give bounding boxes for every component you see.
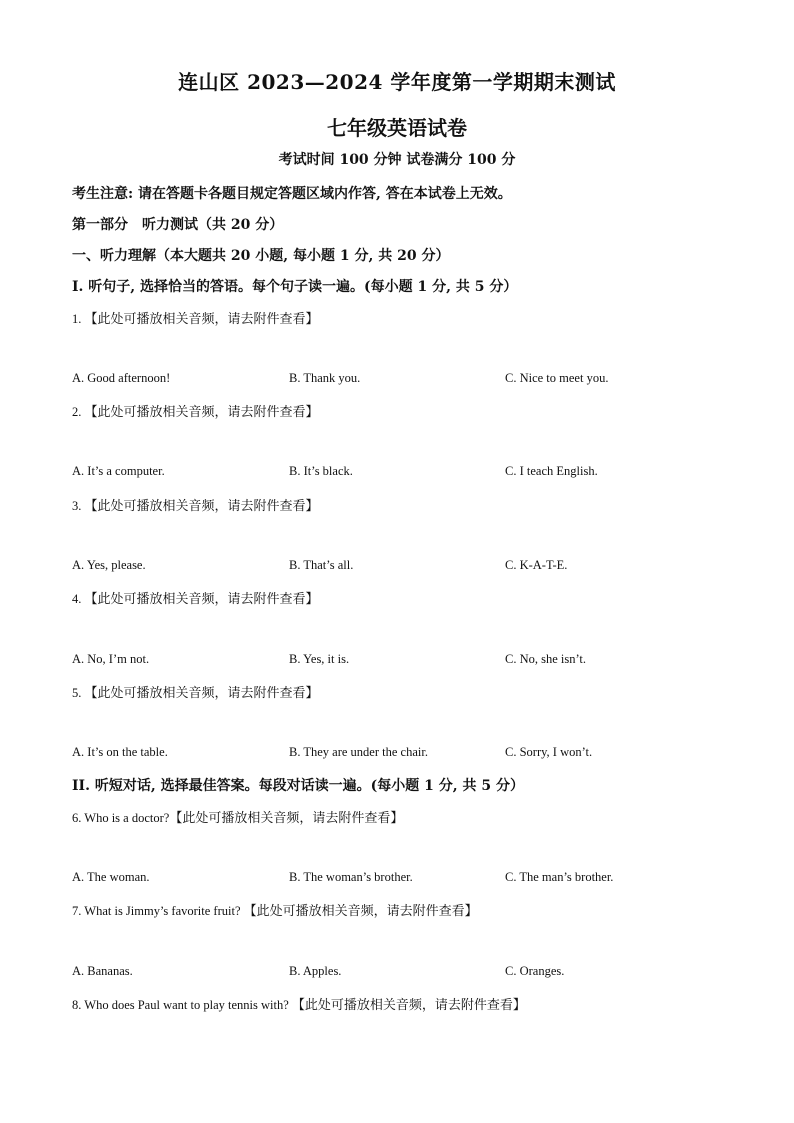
option-a: A. Yes, please. xyxy=(72,558,146,572)
section-ii-heading: II. 听短对话, 选择最佳答案。每段对话读一遍。(每小题 1 分, 共 5 分） xyxy=(72,778,524,794)
question-stem: 8. Who does Paul want to play tennis with? xyxy=(72,998,292,1012)
option-b: B. Apples. xyxy=(289,964,342,978)
audio-placeholder[interactable]: 【此处可播放相关音频，请去附件查看】 xyxy=(169,811,404,826)
option-c: C. The man’s brother. xyxy=(505,870,614,884)
exam-title: 连山区 2023—2024 学年度第一学期期末测试 xyxy=(178,70,616,94)
option-c: C. No, she isn’t. xyxy=(505,652,587,666)
question-2 xyxy=(72,401,319,420)
option-b: B. That’s all. xyxy=(289,558,354,572)
audio-placeholder[interactable]: 【此处可播放相关音频，请去附件查看】 xyxy=(291,998,526,1013)
option-c: C. Nice to meet you. xyxy=(505,371,609,385)
audio-placeholder[interactable]: 【此处可播放相关音频，请去附件查看】 xyxy=(243,904,478,919)
question-stem: 1. xyxy=(72,312,85,326)
audio-placeholder[interactable]: 【此处可播放相关音频，请去附件查看】 xyxy=(84,312,319,327)
part-heading: 第一部分 听力测试（共 20 分） xyxy=(72,217,284,233)
question-8 xyxy=(72,994,526,1013)
question-7 xyxy=(72,900,478,919)
candidate-notice: 考生注意: 请在答题卡各题目规定答题区域内作答, 答在本试卷上无效。 xyxy=(72,186,512,202)
option-a: A. Bananas. xyxy=(72,964,133,978)
option-b: B. The woman’s brother. xyxy=(289,870,413,884)
question-stem: 2. xyxy=(72,405,85,419)
question-5 xyxy=(72,682,319,701)
question-1 xyxy=(72,308,319,327)
option-a: A. Good afternoon! xyxy=(72,371,171,385)
option-b: B. It’s black. xyxy=(289,464,353,478)
section-i-heading: I. 听句子, 选择恰当的答语。每个句子读一遍。(每小题 1 分, 共 5 分） xyxy=(72,279,518,295)
audio-placeholder[interactable]: 【此处可播放相关音频，请去附件查看】 xyxy=(84,592,319,607)
option-b: B. Yes, it is. xyxy=(289,652,350,666)
section-heading: 一、听力理解（本大题共 20 小题, 每小题 1 分, 共 20 分） xyxy=(72,248,450,264)
option-a: A. It’s on the table. xyxy=(72,745,168,759)
option-c: C. Sorry, I won’t. xyxy=(505,745,593,759)
exam-subtitle: 七年级英语试卷 xyxy=(327,116,467,140)
option-c: C. K-A-T-E. xyxy=(505,558,568,572)
question-stem: 7. What is Jimmy’s favorite fruit? xyxy=(72,904,244,918)
option-b: B. Thank you. xyxy=(289,371,361,385)
option-b: B. They are under the chair. xyxy=(289,745,428,759)
question-stem: 3. xyxy=(72,499,85,513)
question-6 xyxy=(72,807,403,826)
audio-placeholder[interactable]: 【此处可播放相关音频，请去附件查看】 xyxy=(84,405,319,420)
question-stem: 4. xyxy=(72,592,85,606)
option-c: C. I teach English. xyxy=(505,464,598,478)
exam-info: 考试时间 100 分钟 试卷满分 100 分 xyxy=(278,152,516,168)
audio-placeholder[interactable]: 【此处可播放相关音频，请去附件查看】 xyxy=(84,499,319,514)
option-a: A. It’s a computer. xyxy=(72,464,165,478)
question-stem: 6. Who is a doctor? xyxy=(72,811,170,825)
option-a: A. The woman. xyxy=(72,870,150,884)
question-3 xyxy=(72,495,319,514)
question-4 xyxy=(72,588,319,607)
option-a: A. No, I’m not. xyxy=(72,652,150,666)
audio-placeholder[interactable]: 【此处可播放相关音频，请去附件查看】 xyxy=(84,686,319,701)
question-stem: 5. xyxy=(72,686,85,700)
option-c: C. Oranges. xyxy=(505,964,565,978)
